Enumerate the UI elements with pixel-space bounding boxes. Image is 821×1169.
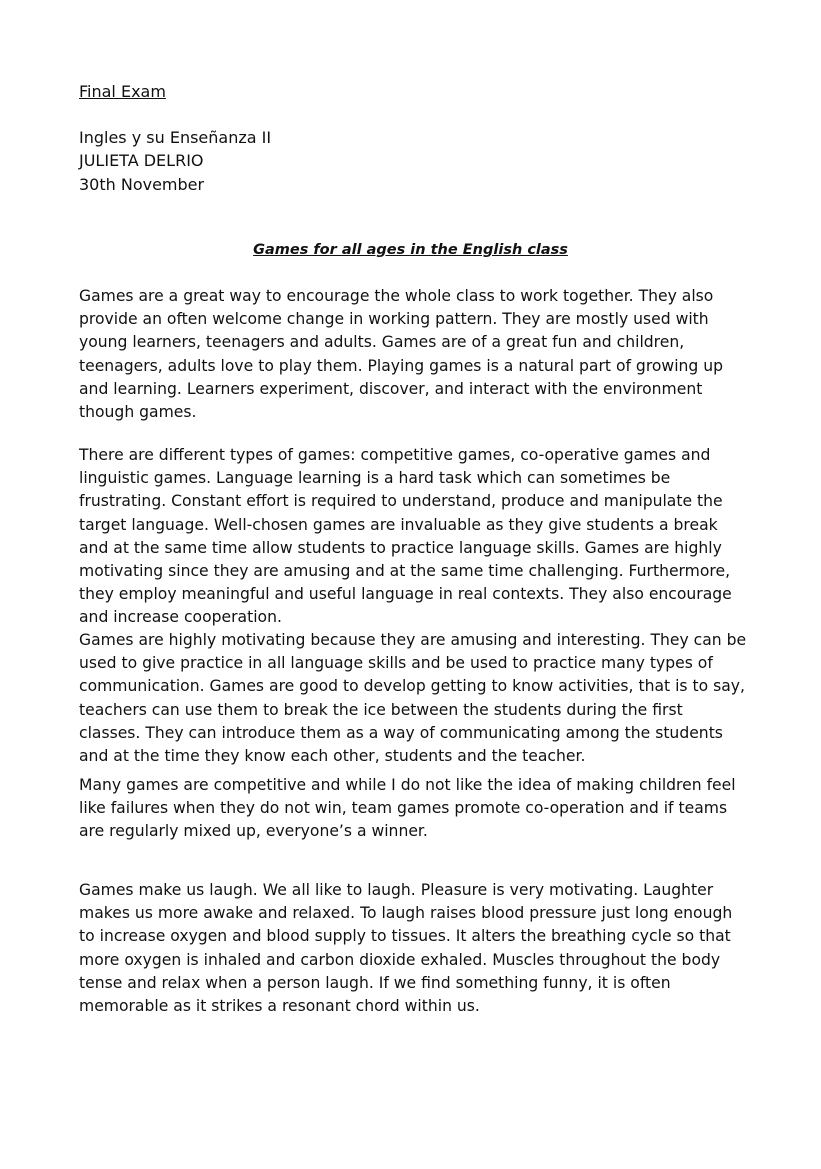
student-name: JULIETA DELRIO xyxy=(79,151,204,170)
document-header xyxy=(79,80,271,196)
paragraph: Many games are competitive and while I do not like the idea of making children feel like failures when they do not win, team games promote co-operation and if teams are regularly mixed up, everyone’s a winner. xyxy=(79,776,736,841)
exam-date: 30th November xyxy=(79,174,205,194)
exam-title: Final Exam xyxy=(79,82,166,101)
paragraph: Games are highly motivating because they are amusing and interesting. They can be used to give practice in all language skills and be used to practice many types of communication. Games are good to develop getting to know activities, that is to say, teachers can use them to break the ice between the students during the first classes. They can introduce them as a way of communicating among the students and at the time they know each other, students and the teacher. xyxy=(79,631,747,766)
course-name: Ingles y su Enseñanza II xyxy=(79,127,272,147)
paragraph: Games make us laugh. We all like to laugh. Pleasure is very motivating. Laughter makes us more awake and relaxed. To laugh raises blood pressure just long enough to increase oxygen and blood supply to tissues. It alters the breathing cycle so that more oxygen is inhaled and carbon dioxide exhaled. Muscles throughout the body tense and relax when a person laugh. If we find something funny, it is often memorable as it strikes a resonant chord within us. xyxy=(79,881,733,1016)
essay-title: Games for all ages in the English class xyxy=(253,242,568,258)
paragraph: Games are a great way to encourage the whole class to work together. They also provide an often welcome change in working pattern. They are mostly used with young learners, teenagers and adults. Games are of a great fun and children, teenagers, adults love to play them. Playing games is a natural part of growing up and learning. Learners experiment, discover, and interact with the environment though games. xyxy=(79,287,724,422)
paragraph: There are different types of games: competitive games, co-operative games and linguistic games. Language learning is a hard task which can sometimes be frustrating. Constant effort is required to understand, produce and manipulate the target language. Well-chosen games are invaluable as they give students a break and at the same time allow students to practice language skills. Games are highly motivating since they are amusing and at the same time challenging. Furthermore, they employ meaningful and useful language in real contexts. They also encourage and increase cooperation. xyxy=(79,446,732,627)
